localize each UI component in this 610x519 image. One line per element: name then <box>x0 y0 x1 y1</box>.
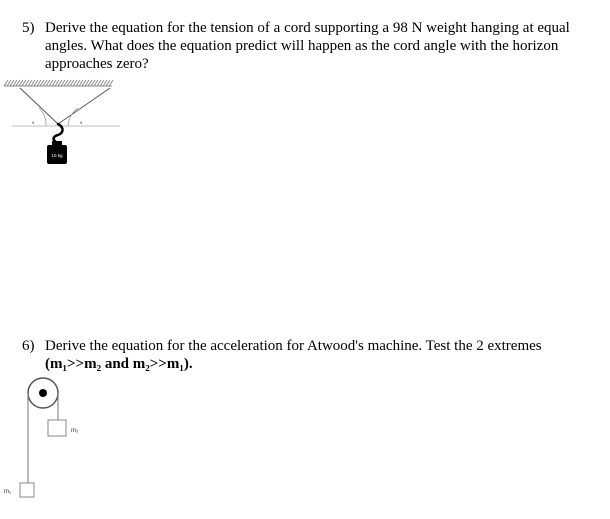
mass-m2-label: m₂ <box>71 428 79 434</box>
weight-hook <box>54 124 63 141</box>
question-6-number: 6) <box>22 338 35 354</box>
question-5-number: 5) <box>22 20 35 36</box>
left-cord <box>20 88 58 124</box>
weight-10kg <box>47 141 67 164</box>
weight-label: 10 kg <box>51 153 63 158</box>
ceiling-hatch <box>4 80 113 86</box>
question-6-text <box>45 337 592 373</box>
left-angle-arc <box>39 108 46 126</box>
question-6-extremes: (m₁>>m₂ and m₂>>m₁). <box>45 356 193 372</box>
question-6-main-text: Derive the equation for the acceleration for Atwood's machine. Test the 2 extremes <box>45 338 542 354</box>
left-angle-label: θ <box>32 120 35 125</box>
right-cord <box>58 88 110 124</box>
question-6 <box>22 337 592 373</box>
mass-m1-label: m₁ <box>4 489 12 495</box>
question-5-text: Derive the equation for the tension of a cord supporting a 98 N weight hanging at equal angles. What does the equation predict will happen as the cord angle with the horizon approaches zero? <box>45 20 570 72</box>
right-angle-label: θ <box>80 120 83 125</box>
